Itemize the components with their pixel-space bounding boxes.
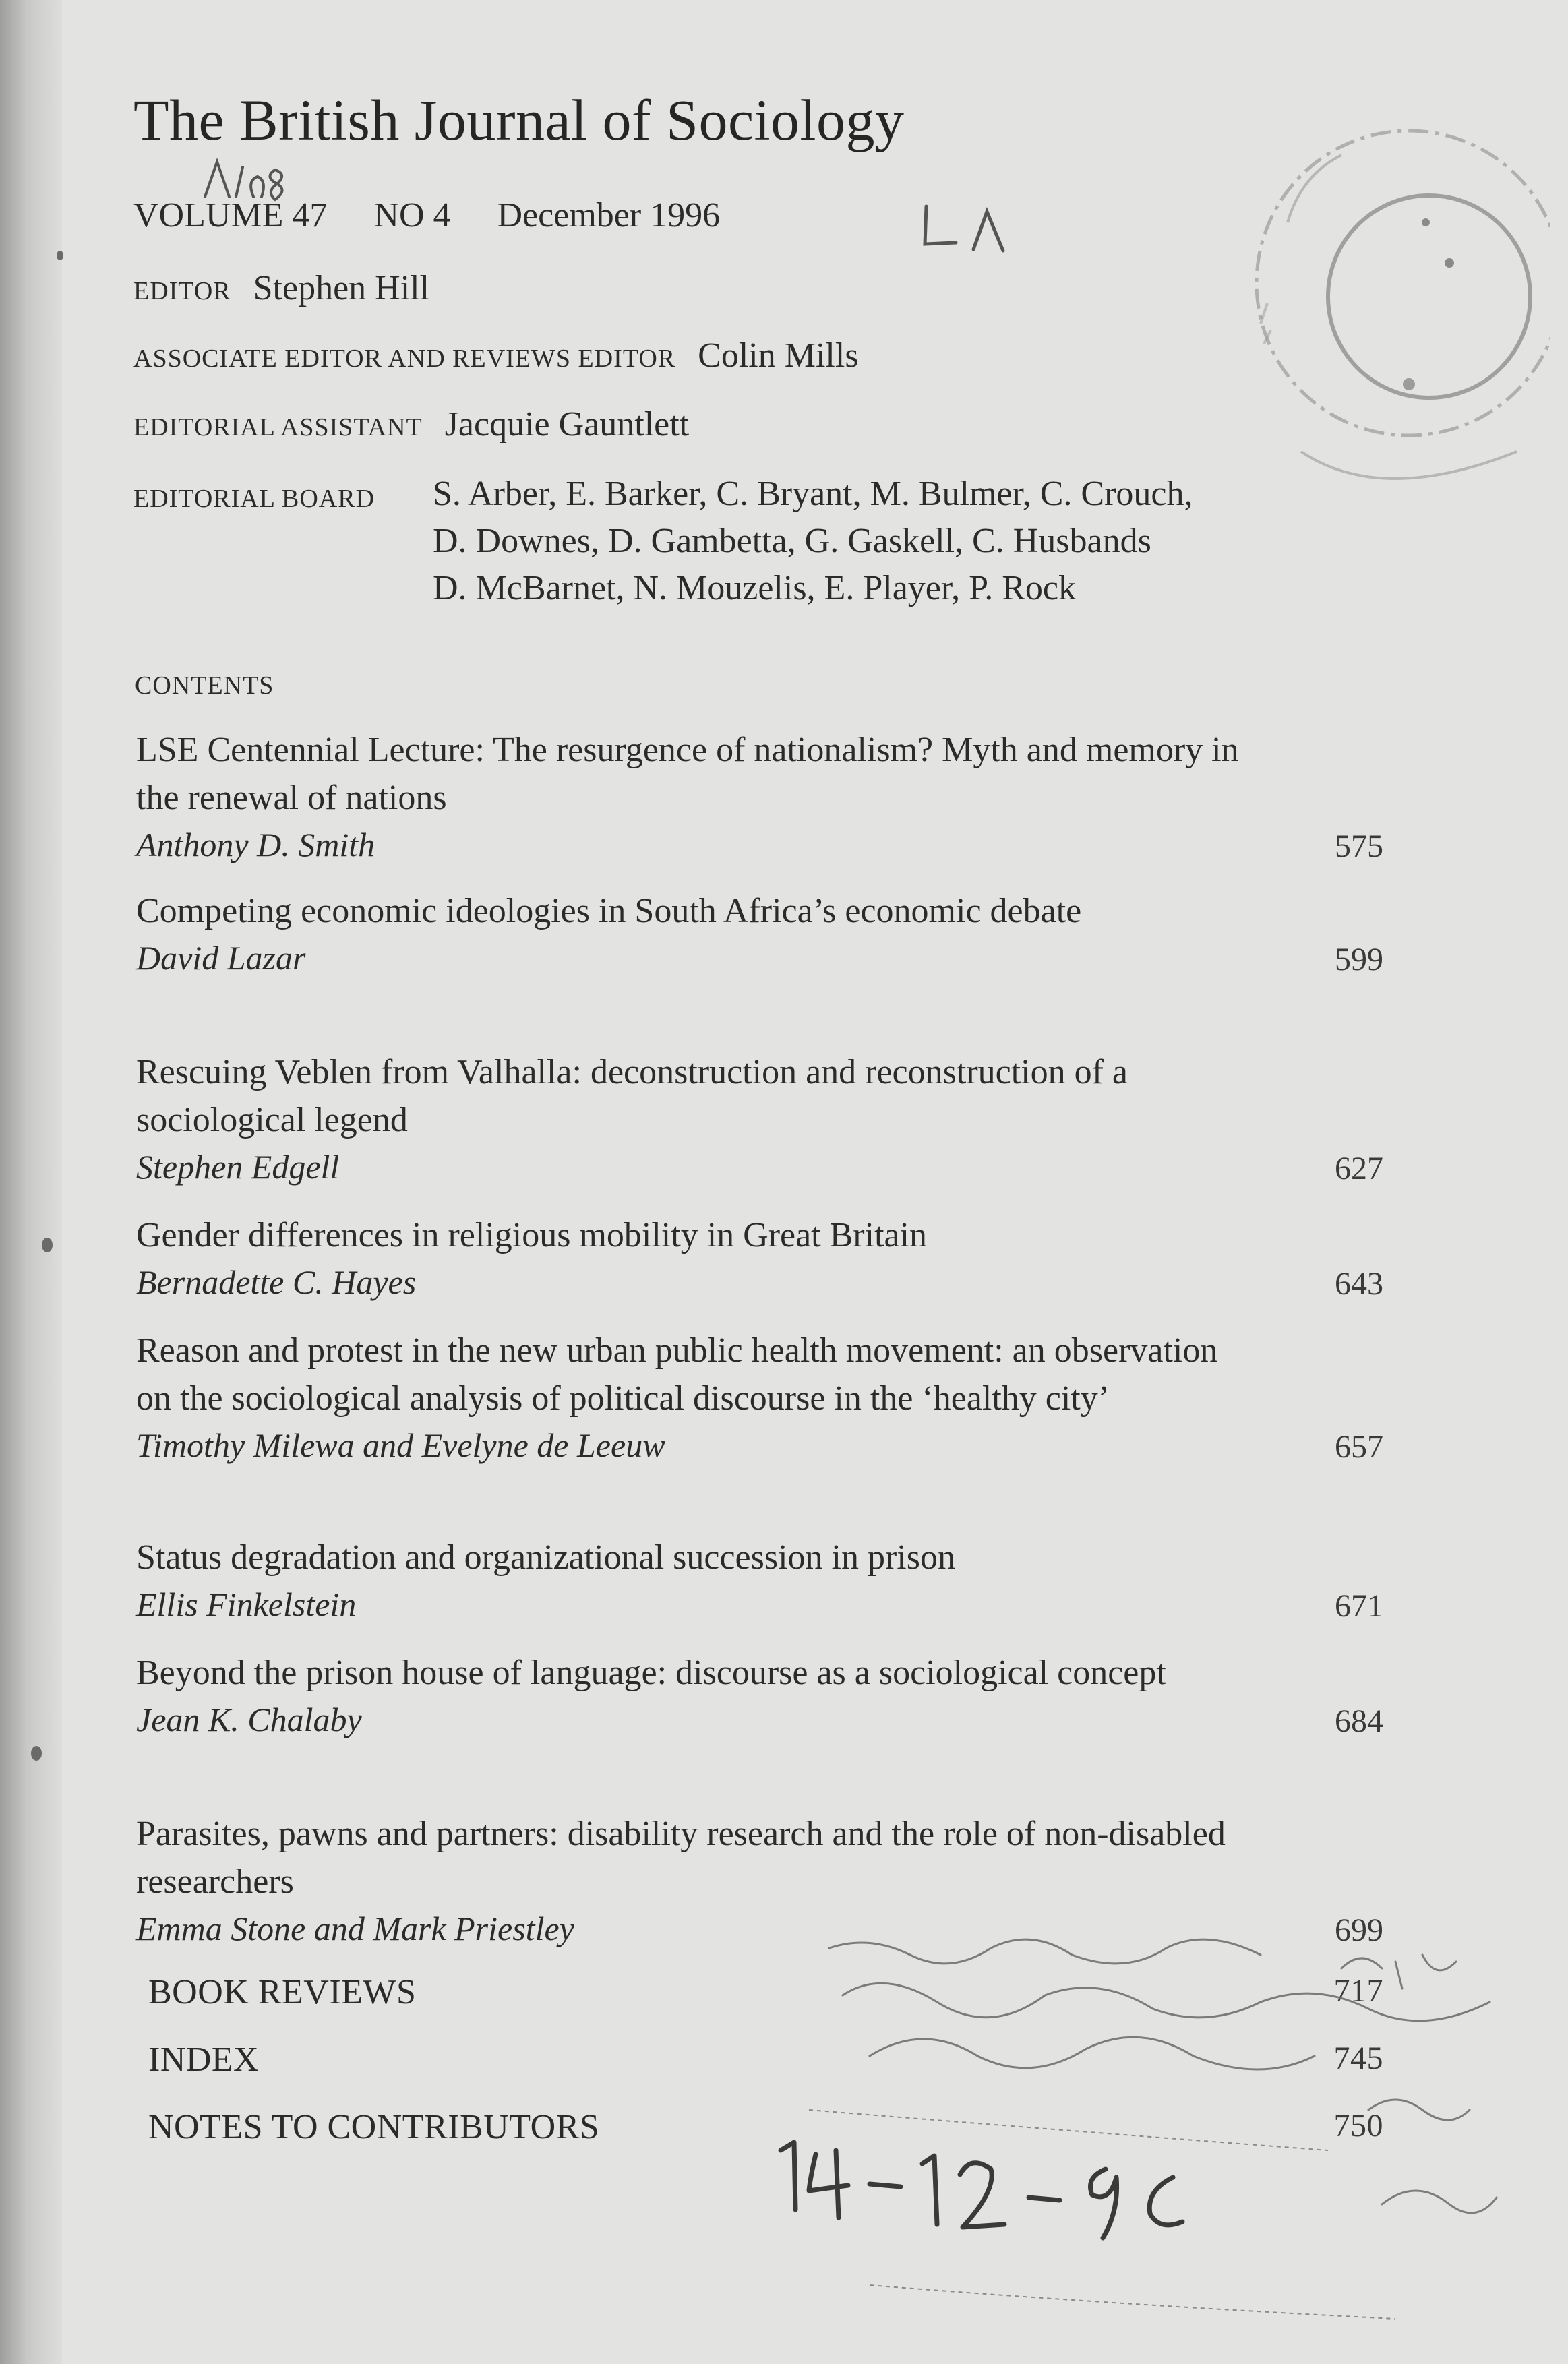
- backmatter-page-number: 717: [1333, 1973, 1383, 2009]
- article-title: Rescuing Veblen from Valhalla: deconstruction and reconstruction of a sociological legend: [136, 1053, 1128, 1139]
- article-page-number: 599: [1335, 942, 1383, 977]
- article-entry: [136, 1534, 1383, 1627]
- article-page-number: 643: [1335, 1266, 1383, 1302]
- board-line: D. Downes, D. Gambetta, G. Gaskell, C. Husbands: [433, 522, 1151, 560]
- article-entry: [136, 726, 1383, 868]
- journal-title: The British Journal of Sociology: [133, 88, 905, 152]
- index-entry: [148, 2040, 1383, 2080]
- article-title: Status degradation and organizational succession in prison: [136, 1538, 955, 1577]
- associate-editor-name: Colin Mills: [698, 336, 859, 375]
- article-author: Bernadette C. Hayes: [136, 1263, 417, 1301]
- backmatter-label: INDEX: [148, 2040, 260, 2079]
- editorial-assistant-name: Jacquie Gauntlett: [444, 405, 690, 444]
- library-stamp: [1207, 101, 1550, 533]
- article-author: Emma Stone and Mark Priestley: [136, 1910, 574, 1947]
- article-page-number: 699: [1335, 1912, 1383, 1948]
- associate-editor-label: ASSOCIATE EDITOR AND REVIEWS EDITOR: [133, 344, 676, 373]
- article-author: Jean K. Chalaby: [136, 1701, 362, 1738]
- editorial-board-label: EDITORIAL BOARD: [133, 485, 375, 513]
- issue-number: NO 4: [373, 196, 451, 235]
- article-author: David Lazar: [136, 939, 306, 977]
- article-author: Timothy Milewa and Evelyne de Leeuw: [136, 1426, 665, 1464]
- article-title: Parasites, pawns and partners: disability research and the role of non-disabled researchers: [136, 1815, 1226, 1901]
- editorial-assistant-row: [133, 404, 689, 444]
- article-title: Reason and protest in the new urban public health movement: an observation on the sociological analysis of political discourse in the ‘healthy city’: [136, 1331, 1218, 1418]
- backmatter-label: BOOK REVIEWS: [148, 1973, 417, 2011]
- issue-line: [133, 195, 758, 235]
- article-title: LSE Centennial Lecture: The resurgence of nationalism? Myth and memory in the renewal of nations: [136, 731, 1239, 817]
- article-entry: [136, 1327, 1383, 1468]
- editor-label: EDITOR: [133, 277, 231, 305]
- volume-number: VOLUME 47: [133, 196, 328, 235]
- article-page-number: 627: [1335, 1151, 1383, 1186]
- article-entry: [136, 887, 1383, 981]
- backmatter-page-number: 745: [1333, 2040, 1383, 2076]
- article-author: Stephen Edgell: [136, 1148, 340, 1186]
- article-author: Ellis Finkelstein: [136, 1585, 357, 1623]
- notes-to-contributors-entry: [148, 2107, 1383, 2147]
- article-title: Beyond the prison house of language: discourse as a sociological concept: [136, 1654, 1166, 1692]
- article-title: Gender differences in religious mobility in Great Britain: [136, 1216, 928, 1254]
- board-line: S. Arber, E. Barker, C. Bryant, M. Bulmer, C. Crouch,: [433, 475, 1193, 513]
- editor-row: [133, 268, 429, 308]
- handwritten-initials: [917, 200, 1018, 257]
- article-entry: [136, 1048, 1383, 1190]
- editorial-assistant-label: EDITORIAL ASSISTANT: [133, 413, 423, 442]
- backmatter-label: NOTES TO CONTRIBUTORS: [148, 2108, 600, 2146]
- handwritten-date: [768, 2130, 1200, 2245]
- board-line: D. McBarnet, N. Mouzelis, E. Player, P. Rock: [433, 569, 1077, 607]
- associate-editor-row: [133, 336, 859, 375]
- article-entry: [136, 1211, 1383, 1305]
- article-page-number: 684: [1335, 1703, 1383, 1739]
- editor-name: Stephen Hill: [253, 269, 430, 307]
- article-page-number: 671: [1335, 1588, 1383, 1624]
- backmatter-page-number: 750: [1333, 2108, 1383, 2144]
- article-entry: [136, 1649, 1383, 1742]
- contents-heading: CONTENTS: [135, 671, 274, 700]
- article-entry: [136, 1810, 1383, 1951]
- article-page-number: 657: [1335, 1429, 1383, 1465]
- issue-date: December 1996: [497, 196, 721, 235]
- book-reviews-entry: [148, 1972, 1383, 2012]
- article-author: Anthony D. Smith: [136, 826, 375, 863]
- article-page-number: 575: [1335, 828, 1383, 864]
- article-title: Competing economic ideologies in South Africa’s economic debate: [136, 892, 1082, 930]
